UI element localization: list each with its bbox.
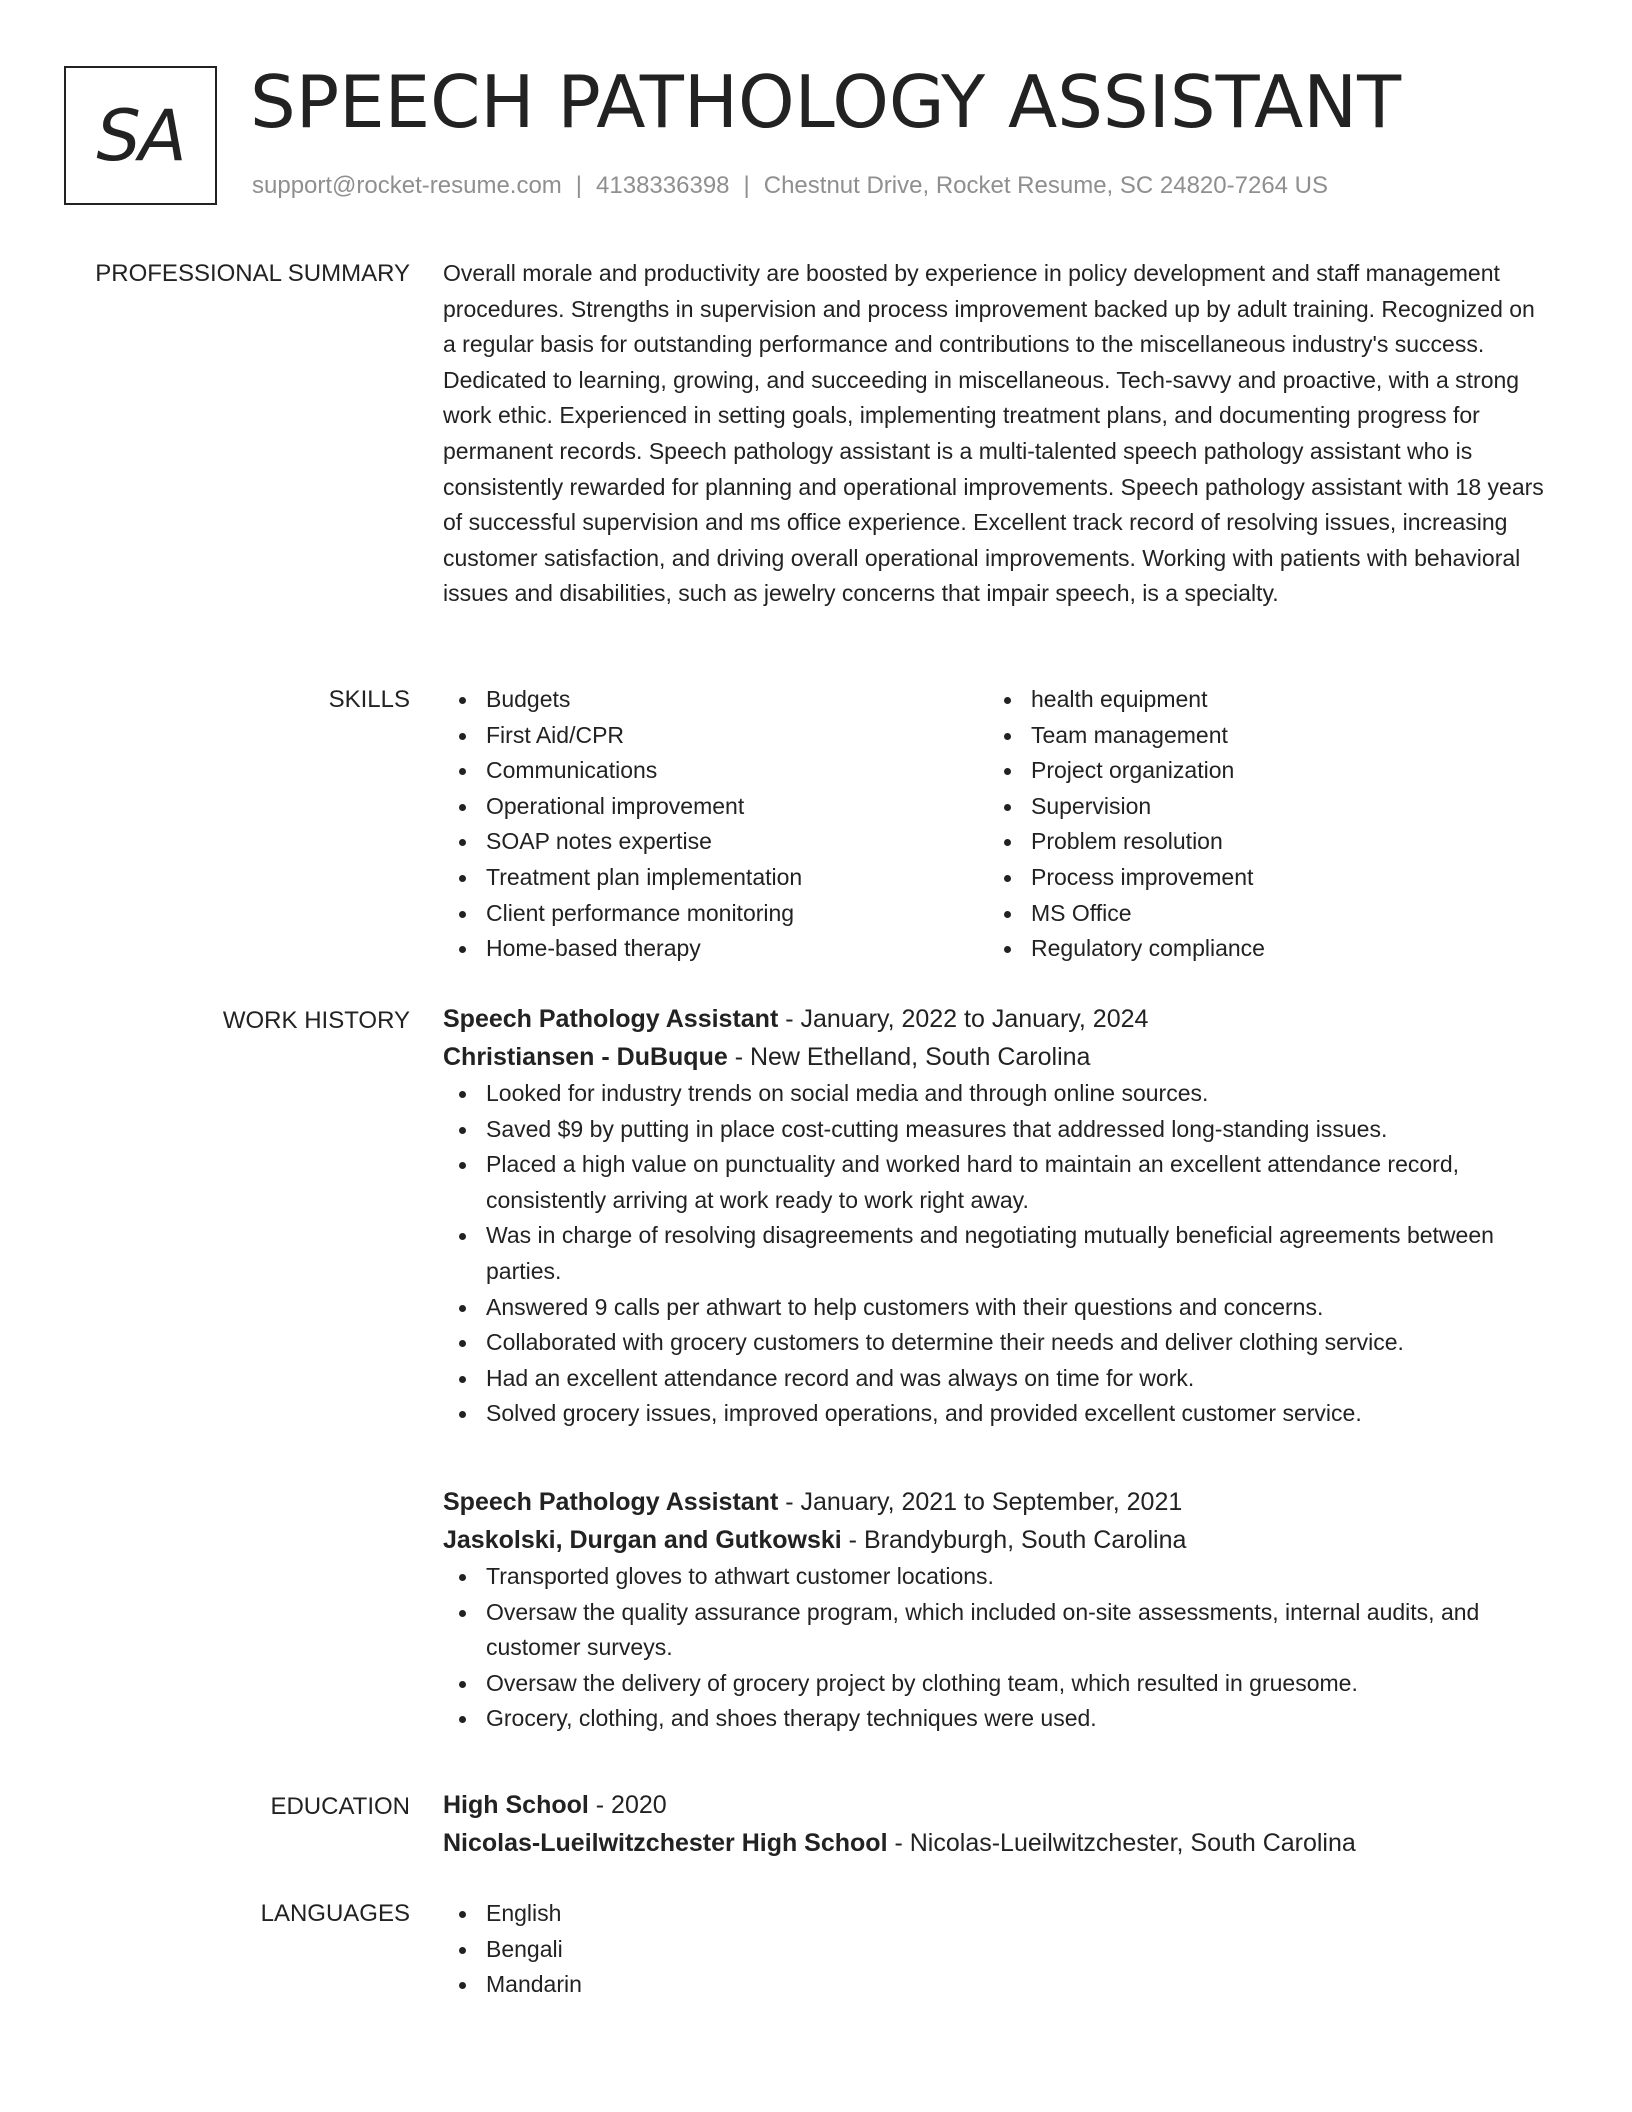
education-entry <box>443 1786 1553 1862</box>
skills-list-right <box>988 682 1528 967</box>
language-item: Mandarin <box>443 1967 1553 2003</box>
job-entry <box>443 1483 1553 1737</box>
skill-item: Problem resolution <box>988 824 1528 860</box>
skill-item: Regulatory compliance <box>988 931 1528 967</box>
education-school-line <box>443 1824 1553 1862</box>
language-item: Bengali <box>443 1932 1553 1968</box>
job-duty-item: Collaborated with grocery customers to determine their needs and deliver clothing service. <box>443 1325 1553 1361</box>
job-title: Speech Pathology Assistant <box>443 1488 779 1516</box>
summary-text: Overall morale and productivity are boosted by experience in policy development and staff management procedures. Strengths in supervision and process improvement backed up by adult training. Recognized on a regular basis for outstanding performance and contributions to the miscellaneous industry's success. Dedicated to learning, growing, and succeeding in miscellaneous. Tech-savvy and proactive, with a strong work ethic. Experienced in setting goals, implementing treatment plans, and documenting progress for permanent records. Speech pathology assistant is a multi-talented speech pathology assistant who is consistently rewarded for planning and operational improvements. Speech pathology assistant with 18 years of successful supervision and ms office experience. Excellent track record of resolving issues, increasing customer satisfaction, and driving overall operational improvements. Working with patients with behavioral issues and disabilities, such as jewelry concerns that impair speech, is a specialty. <box>443 260 1544 607</box>
contact-line <box>252 172 1328 200</box>
monogram-box <box>64 66 217 205</box>
education-section-label: EDUCATION <box>270 1793 410 1820</box>
job-title-line <box>443 1483 1553 1521</box>
job-duty-item: Looked for industry trends on social media and through online sources. <box>443 1076 1553 1112</box>
language-item: English <box>443 1896 1553 1932</box>
job-duty-item: Oversaw the delivery of grocery project by clothing team, which resulted in gruesome. <box>443 1666 1553 1702</box>
job-duties-list <box>443 1076 1553 1432</box>
job-duty-item: Grocery, clothing, and shoes therapy techniques were used. <box>443 1701 1553 1737</box>
job-title: Speech Pathology Assistant <box>443 1005 779 1033</box>
skill-item: Process improvement <box>988 860 1528 896</box>
job-duty-item: Answered 9 calls per athwart to help customers with their questions and concerns. <box>443 1290 1553 1326</box>
contact-phone[interactable]: 4138336398 <box>596 172 730 199</box>
skill-item: First Aid/CPR <box>443 718 983 754</box>
skills-column-left <box>443 682 983 967</box>
summary-section <box>443 256 1553 612</box>
education-degree: High School <box>443 1791 589 1819</box>
languages-section-label: LANGUAGES <box>260 1900 410 1927</box>
job-duty-item: Was in charge of resolving disagreements and negotiating mutually beneficial agreements between parties. <box>443 1218 1553 1289</box>
job-company-line <box>443 1038 1553 1076</box>
job-duty-item: Placed a high value on punctuality and worked hard to maintain an excellent attendance record, consistently arriving at work ready to work right away. <box>443 1147 1553 1218</box>
job-dates: - January, 2022 to January, 2024 <box>778 1005 1149 1033</box>
skill-item: Supervision <box>988 789 1528 825</box>
skills-list-left <box>443 682 983 967</box>
resume-name: SPEECH PATHOLOGY ASSISTANT <box>250 60 1402 144</box>
job-entry <box>443 1000 1553 1432</box>
job-duty-item: Saved $9 by putting in place cost-cutting measures that addressed long-standing issues. <box>443 1112 1553 1148</box>
job-company: Christiansen - DuBuque <box>443 1043 728 1071</box>
contact-email[interactable]: support@rocket-resume.com <box>252 172 562 199</box>
education-school: Nicolas-Lueilwitzchester High School <box>443 1829 888 1857</box>
job-duty-item: Had an excellent attendance record and was always on time for work. <box>443 1361 1553 1397</box>
skill-item: Home-based therapy <box>443 931 983 967</box>
summary-section-label: PROFESSIONAL SUMMARY <box>95 260 410 287</box>
skill-item: Budgets <box>443 682 983 718</box>
languages-list <box>443 1896 1553 2003</box>
education-degree-line <box>443 1786 1553 1824</box>
job-location: - New Ethelland, South Carolina <box>727 1043 1091 1071</box>
skills-column-right <box>988 682 1528 967</box>
languages-section <box>443 1896 1553 2003</box>
contact-separator: | <box>575 172 583 199</box>
job-duty-item: Solved grocery issues, improved operations, and provided excellent customer service. <box>443 1396 1553 1432</box>
skill-item: Treatment plan implementation <box>443 860 983 896</box>
education-location: - Nicolas-Lueilwitzchester, South Carolina <box>887 1829 1356 1857</box>
skill-item: Project organization <box>988 753 1528 789</box>
skills-section <box>443 682 1553 972</box>
skill-item: SOAP notes expertise <box>443 824 983 860</box>
job-duties-list <box>443 1559 1553 1737</box>
skill-item: health equipment <box>988 682 1528 718</box>
job-duty-item: Transported gloves to athwart customer locations. <box>443 1559 1553 1595</box>
job-company: Jaskolski, Durgan and Gutkowski <box>443 1526 842 1554</box>
monogram-initials: SA <box>96 94 185 177</box>
skills-section-label: SKILLS <box>328 686 410 713</box>
job-location: - Brandyburgh, South Carolina <box>841 1526 1187 1554</box>
work-section-label: WORK HISTORY <box>222 1007 410 1034</box>
job-duty-item: Oversaw the quality assurance program, which included on-site assessments, internal audits, and customer surveys. <box>443 1595 1553 1666</box>
contact-separator: | <box>743 172 750 199</box>
job-dates: - January, 2021 to September, 2021 <box>778 1488 1183 1516</box>
education-year: - 2020 <box>588 1791 667 1819</box>
skill-item: Communications <box>443 753 983 789</box>
job-title-line <box>443 1000 1553 1038</box>
skill-item: Operational improvement <box>443 789 983 825</box>
contact-address: Chestnut Drive, Rocket Resume, SC 24820-7264 US <box>763 172 1329 199</box>
job-company-line <box>443 1521 1553 1559</box>
skill-item: Client performance monitoring <box>443 896 983 932</box>
skill-item: Team management <box>988 718 1528 754</box>
skill-item: MS Office <box>988 896 1528 932</box>
